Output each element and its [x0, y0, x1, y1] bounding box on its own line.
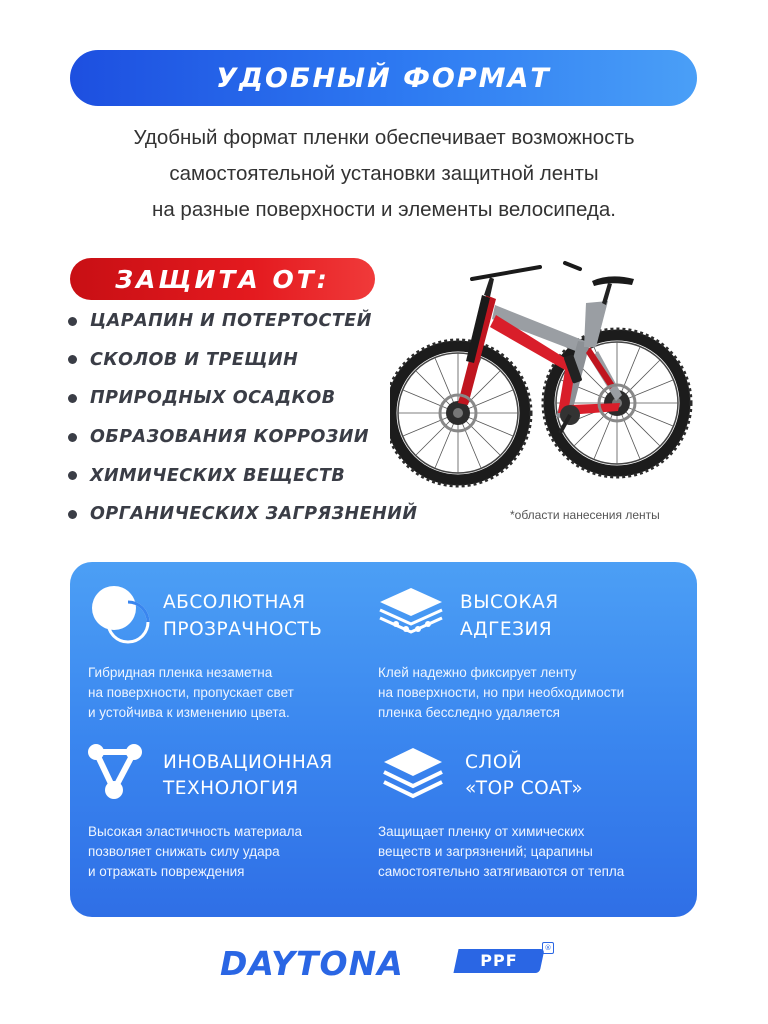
- intro-line: Удобный формат пленки обеспечивает возможность: [133, 126, 635, 149]
- protection-item: ПРИРОДНЫХ ОСАДКОВ: [90, 388, 336, 409]
- intro-line: самостоятельной установки защитной ленты: [169, 162, 599, 185]
- features-panel: [70, 562, 697, 917]
- feature-title: АДГЕЗИЯ: [460, 619, 553, 640]
- brand-name: DAYTONA: [220, 944, 404, 983]
- feature-title: СЛОЙ: [465, 752, 523, 773]
- feature-title: ПРОЗРАЧНОСТЬ: [163, 619, 323, 640]
- feature-desc: на поверхности, но при необходимости: [378, 685, 625, 700]
- feature-desc: Защищает пленку от химических: [378, 824, 585, 839]
- bullet-icon: [68, 355, 77, 364]
- bullet-icon: [68, 317, 77, 326]
- feature-title: ИНОВАЦИОННАЯ: [163, 752, 333, 773]
- front-wheel: [390, 340, 531, 486]
- adhesion-icon: [376, 584, 446, 644]
- feature-title: ТЕХНОЛОГИЯ: [163, 778, 299, 799]
- feature-desc: веществ и загрязнений; царапины: [378, 844, 593, 859]
- header-title: УДОБНЫЙ ФОРМАТ: [216, 62, 551, 94]
- technology-icon: [86, 742, 146, 802]
- bullet-icon: [68, 433, 77, 442]
- bullet-icon: [68, 471, 77, 480]
- protection-item: СКОЛОВ И ТРЕЩИН: [90, 349, 299, 370]
- header-banner: [70, 50, 697, 106]
- feature-title: ВЫСОКАЯ: [460, 592, 559, 613]
- bullet-icon: [68, 510, 77, 519]
- protection-title: ЗАЩИТА ОТ:: [115, 264, 330, 294]
- feature-title: АБСОЛЮТНАЯ: [163, 592, 306, 613]
- protection-item: ОРГАНИЧЕСКИХ ЗАГРЯЗНЕНИЙ: [90, 504, 418, 525]
- feature-desc: позволяет снижать силу удара: [88, 844, 280, 859]
- registered-mark: ®: [542, 942, 554, 954]
- feature-desc: и отражать повреждения: [88, 864, 245, 879]
- feature-desc: Высокая эластичность материала: [88, 824, 303, 839]
- protection-banner: [70, 258, 375, 300]
- protection-item: ОБРАЗОВАНИЯ КОРРОЗИИ: [90, 427, 370, 448]
- brand-suffix: PPF: [480, 951, 518, 970]
- intro-text: [0, 120, 768, 228]
- bike-frame: [440, 263, 635, 433]
- protection-item: ЦАРАПИН И ПОТЕРТОСТЕЙ: [90, 311, 372, 332]
- feature-desc: и устойчива к изменению цвета.: [88, 705, 290, 720]
- brand-logo: [220, 942, 550, 982]
- feature-desc: Гибридная пленка незаметна: [88, 665, 273, 680]
- feature-desc: самостоятельно затягиваются от тепла: [378, 864, 625, 879]
- intro-line: на разные поверхности и элементы велосипеда.: [152, 198, 616, 221]
- bike-footnote: *области нанесения ленты: [510, 508, 660, 522]
- transparency-icon: [88, 582, 152, 646]
- feature-desc: на поверхности, пропускает свет: [88, 685, 294, 700]
- brand-suffix-badge: [453, 949, 544, 973]
- feature-title: «TOP COAT»: [465, 778, 584, 799]
- layers-icon: [378, 744, 448, 802]
- bullet-icon: [68, 394, 77, 403]
- bicycle-image: [390, 255, 700, 505]
- feature-desc: Клей надежно фиксирует ленту: [378, 665, 577, 680]
- feature-desc: пленка бесследно удаляется: [378, 705, 560, 720]
- protection-item: ХИМИЧЕСКИХ ВЕЩЕСТВ: [90, 465, 346, 486]
